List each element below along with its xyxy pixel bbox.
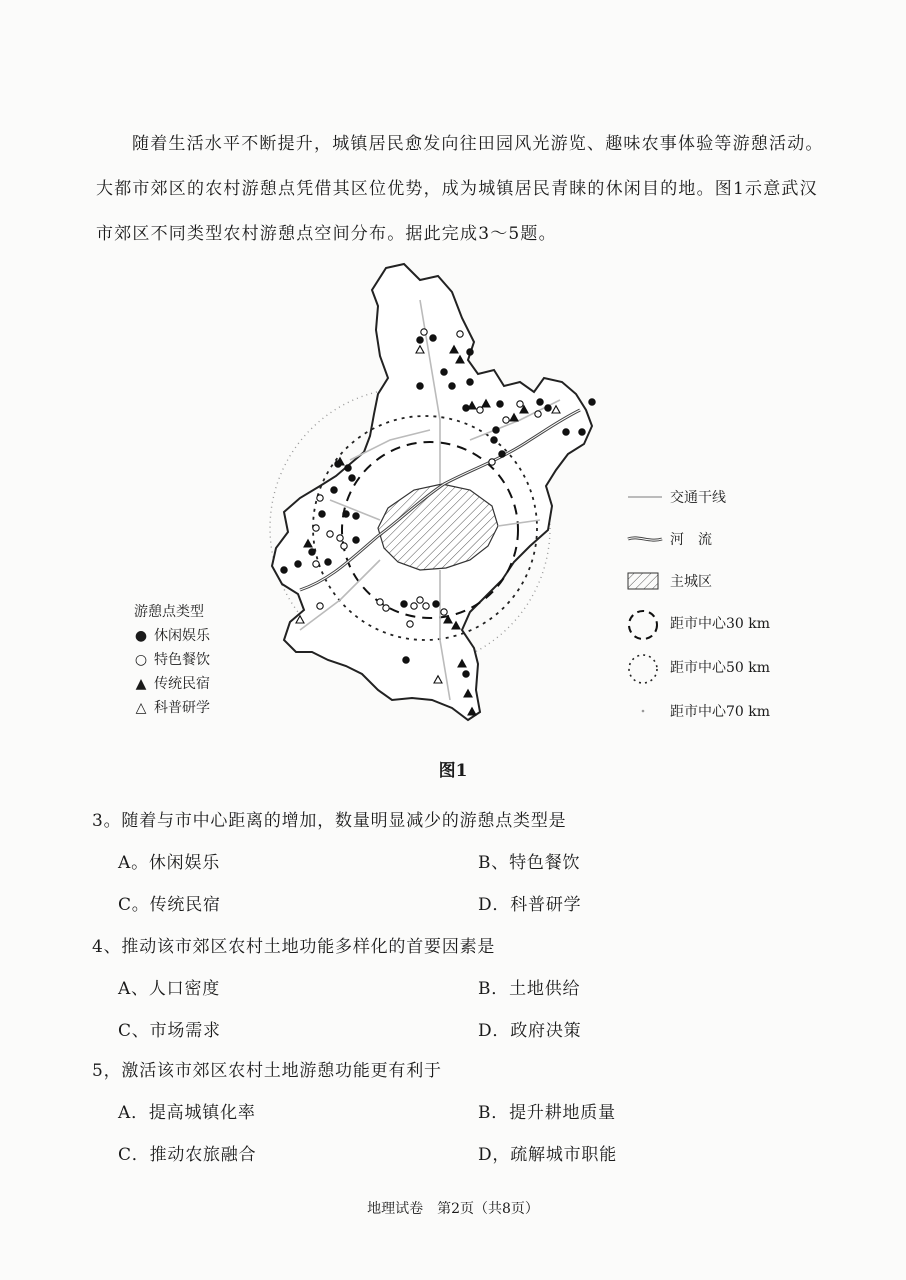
option-c[interactable]: C．推动农旅融合 bbox=[118, 1145, 257, 1165]
leisure-marker bbox=[493, 427, 499, 433]
option-a[interactable]: A。休闲娱乐 bbox=[118, 853, 221, 873]
leisure-marker bbox=[417, 337, 423, 343]
intro-line: 市郊区不同类型农村游憩点空间分布。据此完成3～5题。 bbox=[96, 224, 557, 244]
option-a[interactable]: A．提高城镇化率 bbox=[118, 1103, 256, 1123]
dining-marker bbox=[377, 599, 383, 605]
leisure-marker bbox=[579, 429, 585, 435]
figure-caption: 图1 bbox=[438, 761, 468, 781]
dining-marker bbox=[337, 535, 343, 541]
leisure-marker bbox=[401, 601, 407, 607]
leisure-marker bbox=[545, 405, 551, 411]
dining-marker bbox=[517, 401, 523, 407]
dining-marker bbox=[457, 331, 463, 337]
leisure-marker bbox=[497, 401, 503, 407]
legend-road bbox=[624, 482, 844, 512]
legend-item-dining bbox=[134, 648, 210, 672]
hollow-triangle-icon: △ bbox=[135, 700, 147, 716]
leisure-marker bbox=[309, 549, 315, 555]
leisure-marker bbox=[345, 465, 351, 471]
question-4 bbox=[92, 932, 495, 962]
dining-marker bbox=[503, 417, 509, 423]
dining-marker bbox=[417, 597, 423, 603]
option-d[interactable]: D．政府决策 bbox=[478, 1021, 582, 1041]
leisure-marker bbox=[349, 475, 355, 481]
dining-marker bbox=[313, 525, 319, 531]
leisure-marker bbox=[449, 383, 455, 389]
dining-marker bbox=[441, 609, 447, 615]
legend-item-science bbox=[134, 696, 210, 720]
option-a[interactable]: A、人口密度 bbox=[118, 979, 221, 999]
leisure-marker bbox=[403, 657, 409, 663]
dining-marker bbox=[423, 603, 429, 609]
legend-label: 交通干线 bbox=[670, 490, 726, 506]
leisure-marker bbox=[331, 487, 337, 493]
page-footer: 地理试卷 第2页（共8页） bbox=[367, 1201, 539, 1217]
leisure-marker bbox=[281, 567, 287, 573]
intro-line: 随着生活水平不断提升，城镇居民愈发向往田园风光游览、趣味农事体验等游憩活动。 bbox=[132, 134, 824, 154]
legend-label: 河 流 bbox=[670, 532, 712, 548]
dining-marker bbox=[383, 605, 389, 611]
legend-label: 主城区 bbox=[670, 574, 712, 590]
leisure-marker bbox=[537, 399, 543, 405]
leisure-marker bbox=[589, 399, 595, 405]
legend-label: 距市中心70 km bbox=[670, 704, 771, 720]
question-stem: 5，激活该市郊区农村土地游憩功能更有利于 bbox=[92, 1061, 442, 1081]
question-3 bbox=[92, 806, 566, 836]
dining-marker bbox=[327, 531, 333, 537]
leisure-marker bbox=[463, 671, 469, 677]
dining-marker bbox=[313, 561, 319, 567]
question-5 bbox=[92, 1056, 442, 1086]
leisure-marker bbox=[491, 437, 497, 443]
legend-label: 距市中心30 km bbox=[670, 616, 771, 632]
option-b[interactable]: B．提升耕地质量 bbox=[478, 1103, 616, 1123]
leisure-marker bbox=[430, 335, 436, 341]
dining-marker bbox=[421, 329, 427, 335]
leisure-marker bbox=[295, 561, 301, 567]
legend-river bbox=[624, 524, 844, 554]
dining-marker bbox=[535, 411, 541, 417]
leisure-marker bbox=[499, 451, 505, 457]
legend-label: 传统民宿 bbox=[154, 676, 210, 692]
leisure-marker bbox=[319, 511, 325, 517]
dining-marker bbox=[317, 603, 323, 609]
dining-marker bbox=[489, 459, 495, 465]
legend-ring70 bbox=[624, 696, 844, 726]
filled-dot-icon: ● bbox=[134, 628, 148, 644]
leisure-marker bbox=[325, 559, 331, 565]
filled-triangle-icon: ▲ bbox=[135, 676, 147, 692]
dining-marker bbox=[407, 621, 413, 627]
dining-marker bbox=[411, 603, 417, 609]
dining-marker bbox=[317, 495, 323, 501]
leisure-marker bbox=[563, 429, 569, 435]
intro-line: 大都市郊区的农村游憩点凭借其区位优势，成为城镇居民青睐的休闲目的地。图1示意武汉 bbox=[96, 179, 818, 199]
legend-label: 休闲娱乐 bbox=[154, 628, 210, 644]
leisure-marker bbox=[335, 461, 341, 467]
option-c[interactable]: C、市场需求 bbox=[118, 1021, 221, 1041]
option-b[interactable]: B．土地供给 bbox=[478, 979, 581, 999]
option-d[interactable]: D，疏解城市职能 bbox=[478, 1145, 618, 1165]
poi-type-legend bbox=[134, 600, 210, 720]
option-d[interactable]: D．科普研学 bbox=[478, 895, 582, 915]
leisure-marker bbox=[353, 537, 359, 543]
leisure-marker bbox=[343, 511, 349, 517]
legend-ring30 bbox=[624, 608, 844, 638]
question-stem: 3。随着与市中心距离的增加，数量明显减少的游憩点类型是 bbox=[92, 811, 567, 831]
legend-label: 科普研学 bbox=[154, 700, 210, 716]
dining-marker bbox=[341, 543, 347, 549]
leisure-marker bbox=[467, 379, 473, 385]
leisure-marker bbox=[433, 601, 439, 607]
leisure-marker bbox=[467, 349, 473, 355]
leisure-marker bbox=[441, 369, 447, 375]
legend-item-homestay bbox=[134, 672, 210, 696]
legend-label: 特色餐饮 bbox=[154, 652, 210, 668]
hollow-dot-icon: ○ bbox=[134, 652, 148, 668]
legend-item-leisure bbox=[134, 624, 210, 648]
question-stem: 4、推动该市郊区农村土地功能多样化的首要因素是 bbox=[92, 937, 496, 957]
map-figure bbox=[0, 260, 906, 730]
leisure-marker bbox=[417, 383, 423, 389]
legend-ring50 bbox=[624, 652, 844, 682]
dining-marker bbox=[477, 407, 483, 413]
leisure-marker bbox=[353, 513, 359, 519]
legend-title: 游憩点类型 bbox=[134, 604, 204, 620]
option-b[interactable]: B、特色餐饮 bbox=[478, 853, 581, 873]
legend-urban bbox=[624, 566, 844, 596]
legend-label: 距市中心50 km bbox=[670, 660, 771, 676]
intro-paragraph bbox=[96, 122, 836, 257]
option-c[interactable]: C。传统民宿 bbox=[118, 895, 221, 915]
